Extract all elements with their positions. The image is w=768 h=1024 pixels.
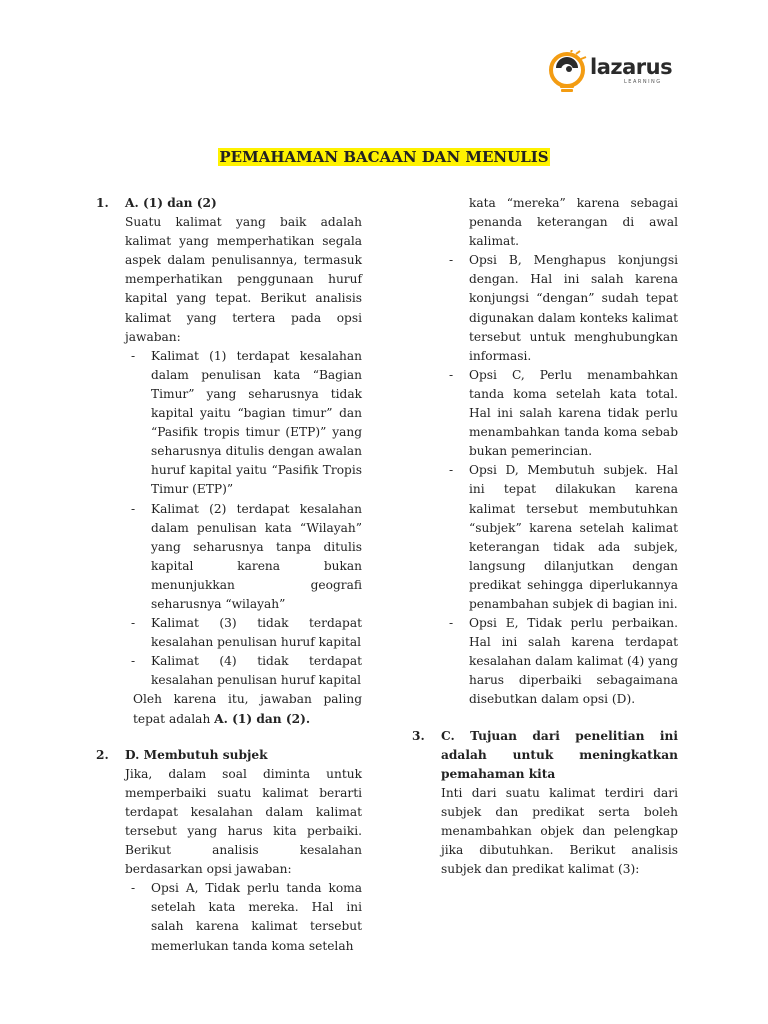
list-item: - Kalimat (2) terdapat kesalahan dalam penulisan kata “Wilayah” yang seharusnya tanpa ditulis kapital karena bukan menunjukkan geografi seharusnya “wilayah” — [131, 501, 362, 611]
right-column — [412, 194, 678, 879]
page-title — [0, 147, 768, 167]
list-item: - Kalimat (3) tidak terdapat kesalahan penulisan huruf kapital — [131, 616, 362, 650]
question-3 — [412, 727, 678, 880]
answer-heading: C. Tujuan dari penelitian ini adalah untuk meningkatkan pemahaman kita — [441, 728, 678, 781]
logo-wordmark: lazarus — [590, 55, 673, 79]
answer-heading: D. Membutuh subjek — [125, 747, 268, 762]
lazarus-logo — [546, 50, 676, 96]
list-item: - Opsi B, Menghapus konjungsi dengan. Hal ini salah karena konjungsi “dengan” sudah tepat digunakan dalam konteks kalimat tersebut untuk menghubungkan informasi. — [449, 253, 678, 363]
list-item: - Opsi E, Tidak perlu perbaikan. Hal ini salah karena terdapat kesalahan dalam kalimat (4) yang harus diperbaiki sebagaimana disebutkan dalam opsi (D). — [449, 616, 678, 707]
explanation-intro: Inti dari suatu kalimat terdiri dari subjek dan predikat serta boleh menambahkan objek dan pelengkap jika dibutuhkan. Berikut analisis subjek dan predikat kalimat (3): — [441, 785, 678, 877]
conclusion-answer: A. (1) dan (2). — [214, 711, 311, 726]
explanation-intro: Jika, dalam soal diminta untuk memperbaiki suatu kalimat berarti terdapat kesalahan dalam kalimat tersebut yang harus kita perbaiki. Berikut analisis kesalahan berdasarkan opsi jawaban: — [125, 766, 362, 877]
analysis-list — [449, 251, 678, 709]
question-number: 2. — [96, 747, 109, 762]
list-item: - Kalimat (1) terdapat kesalahan dalam penulisan kata “Bagian Timur” yang seharusnya tidak kapital yaitu “bagian timur” dan “Pasifik tropis timur (ETP)” yang seharusnya ditulis dengan awalan huruf kapital yaitu “Pasifik Tropis Timur (ETP)” — [131, 348, 362, 497]
lightbulb-logo-icon — [546, 50, 588, 96]
answer-heading: A. (1) dan (2) — [125, 196, 217, 210]
question-number: 1. — [96, 196, 109, 210]
left-column — [96, 194, 362, 956]
question-2-continued — [412, 194, 678, 710]
analysis-list — [125, 347, 362, 691]
list-item-continued: kata “mereka” karena sebagai penanda keterangan di awal kalimat. — [469, 196, 678, 249]
question-2 — [96, 746, 362, 956]
question-number: 3. — [412, 728, 425, 743]
explanation-intro: Suatu kalimat yang baik adalah kalimat yang memperhatikan segala aspek dalam penulisannya, termasuk memperhatikan penggunaan huruf kapital yang tepat. Berikut analisis kalimat yang tertera pada opsi jawaban: — [125, 215, 362, 344]
logo-subtitle: LEARNING — [624, 79, 662, 85]
page-title-text: PEMAHAMAN BACAAN DAN MENULIS — [219, 148, 549, 166]
question-1 — [96, 194, 362, 729]
list-item: - Kalimat (4) tidak terdapat kesalahan penulisan huruf kapital — [131, 654, 362, 688]
list-item: - Opsi C, Perlu menambahkan tanda koma setelah kata total. Hal ini salah karena tidak perlu menambahkan tanda koma sebab bukan pemerincian. — [449, 367, 678, 459]
conclusion: Oleh karena itu, jawaban paling tepat adalah A. (1) dan (2). — [133, 692, 362, 726]
analysis-list — [125, 879, 362, 955]
list-item: - Opsi D, Membutuh subjek. Hal ini tepat dilakukan karena kalimat tersebut membutuhkan “subjek” karena setelah kalimat keterangan tidak ada subjek, langsung dilanjutkan dengan predikat sehingga diperlukannya penambahan subjek di bagian ini. — [449, 463, 678, 611]
list-item: - Opsi A, Tidak perlu tanda koma setelah kata mereka. Hal ini salah karena kalimat tersebut memerlukan tanda koma setelah — [131, 881, 362, 953]
